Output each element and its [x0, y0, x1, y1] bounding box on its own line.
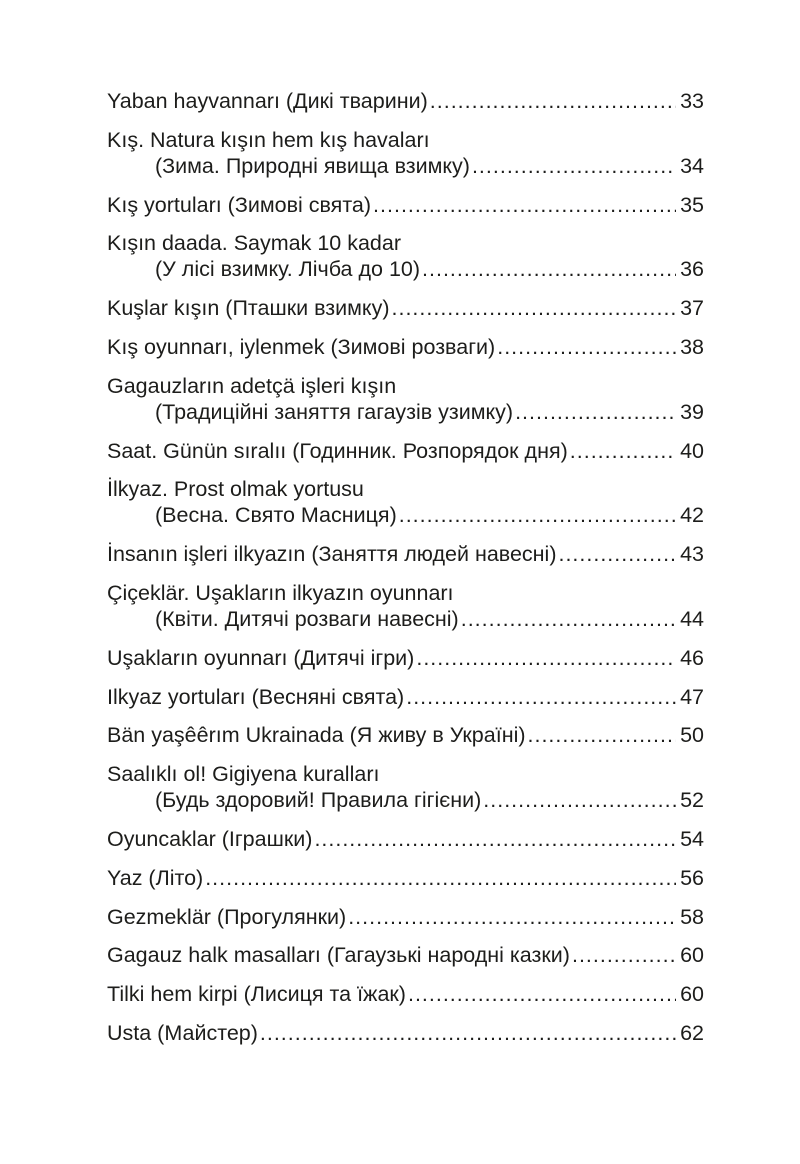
toc-entry: [107, 645, 704, 671]
toc-entry-page: 34: [680, 153, 704, 178]
toc-entry-line: [107, 787, 704, 813]
toc-entry: [107, 295, 704, 321]
toc-entry-page: 42: [680, 503, 704, 528]
toc-entry-page: 39: [680, 399, 704, 424]
toc-entry-page: 52: [680, 788, 704, 813]
dot-leader: [430, 88, 676, 114]
toc-entry-title: (Квіти. Дитячі розваги навесні): [155, 606, 459, 631]
toc-entry: [107, 981, 704, 1007]
toc-entry-line: [107, 399, 704, 425]
toc-entry-line: [107, 502, 704, 528]
toc-entry-title: Yaban hayvannarı (Дикі тварини): [107, 89, 428, 113]
dot-leader: [461, 606, 676, 632]
toc-entry-page: 40: [680, 438, 704, 463]
toc-entry-page: 50: [680, 723, 704, 748]
dot-leader: [392, 295, 677, 321]
dot-leader: [558, 541, 676, 567]
dot-leader: [570, 438, 676, 464]
dot-leader: [422, 256, 676, 282]
toc-entry-title: Yaz (Літо): [107, 865, 204, 890]
toc-entry-line: [107, 942, 704, 968]
dot-leader: [348, 904, 676, 930]
dot-leader: [399, 502, 676, 528]
toc-entry-title: Bän yaşêêrım Ukrainada (Я живу в Україні): [107, 723, 526, 748]
toc-entry-title: Kuşlar kışın (Пташки взимку): [107, 296, 390, 321]
dot-leader: [497, 334, 676, 360]
toc-entry: [107, 580, 704, 632]
toc-entry-title-line1: Kış. Natura kışın hem kış havaları: [107, 127, 430, 152]
toc-entry-line: [107, 684, 704, 710]
dot-leader: [205, 865, 676, 891]
toc-entry-line: [107, 192, 704, 218]
toc-entry-page: 56: [680, 865, 704, 890]
toc-entry: [107, 684, 704, 710]
toc-entry-line: [107, 295, 704, 321]
toc-entry-line: [107, 722, 704, 748]
toc-entry-title-line1: Kışın daada. Saymak 10 kadar: [107, 231, 402, 256]
toc-entry-title-line1: Saalıklı ol! Gigiyena kuralları: [107, 762, 380, 787]
toc-entry-title: (Зима. Природні явища взимку): [155, 153, 470, 178]
toc-entry-line: [107, 334, 704, 360]
toc-entry: [107, 334, 704, 360]
dot-leader: [314, 826, 676, 852]
dot-leader: [406, 684, 676, 710]
toc-entry-page: 47: [680, 684, 704, 709]
toc-entry-line: [107, 438, 704, 464]
toc-entry-line: [107, 645, 704, 671]
toc-entry-line: [107, 541, 704, 567]
toc-entry-line: [107, 826, 704, 852]
toc-entry-line: [107, 606, 704, 632]
toc-entry-title: İnsanın işleri ilkyazın (Заняття людей навесні): [107, 542, 557, 567]
toc-entry-title: (У лісі взимку. Лічба до 10): [155, 257, 421, 282]
toc-entry-line: [107, 1020, 704, 1046]
toc-entry-page: 37: [680, 296, 704, 321]
toc-entry-page: 35: [680, 192, 704, 217]
toc-entry-page: 36: [680, 257, 704, 282]
toc-entry-page: 54: [680, 826, 704, 851]
toc-entry-title-line1: Gagauzların adetçä işleri kışın: [107, 373, 397, 398]
dot-leader: [572, 942, 676, 968]
toc-entry-title: (Будь здоровий! Правила гігієни): [155, 788, 482, 813]
toc-entry-page: 60: [680, 982, 704, 1007]
toc-entry-title: Uşakların oyunnarı (Дитячі ігри): [107, 645, 415, 670]
toc-entry-line: [107, 153, 704, 179]
dot-leader: [528, 722, 677, 748]
toc-entry-line: [107, 88, 704, 114]
dot-leader: [416, 645, 676, 671]
toc-entry-title: Tilki hem kirpi (Лисиця та їжак): [107, 982, 406, 1007]
toc-entry-page: 60: [680, 943, 704, 968]
toc-entry: [107, 476, 704, 528]
toc-entry-line: [107, 981, 704, 1007]
toc-entry-page: 46: [680, 645, 704, 670]
toc-entry-title: Kış oyunnarı, iylenmek (Зимові розваги): [107, 334, 496, 359]
toc-entry-page: 38: [680, 334, 704, 359]
dot-leader: [408, 981, 676, 1007]
toc-entry-page: 62: [680, 1020, 704, 1045]
toc-entry-title-line1: Çiçeklär. Uşakların ilkyazın oyunnarı: [107, 580, 454, 605]
dot-leader: [483, 787, 676, 813]
dot-leader: [472, 153, 676, 179]
toc-entry-page: 58: [680, 904, 704, 929]
toc-entry-title: Ilkyaz yortuları (Весняні свята): [107, 684, 405, 709]
toc-entry: [107, 942, 704, 968]
toc-entry-title: (Весна. Свято Масниця): [155, 503, 397, 528]
toc-entry: [107, 192, 704, 218]
toc-entry-page: 33: [680, 89, 704, 113]
toc-entry: [107, 1020, 704, 1046]
dot-leader: [515, 399, 676, 425]
toc-entry-line: [107, 256, 704, 282]
toc-entry-title: Gezmeklär (Прогулянки): [107, 904, 347, 929]
dot-leader: [373, 192, 676, 218]
toc-entry: [107, 127, 704, 179]
toc-entry-title: Oyuncaklar (Іграшки): [107, 826, 313, 851]
toc-entry-title: Usta (Майстер): [107, 1020, 258, 1045]
toc-entry: [107, 904, 704, 930]
toc-entry: [107, 230, 704, 282]
toc-entry: [107, 438, 704, 464]
toc-entry: [107, 373, 704, 425]
toc-entry-title: Kış yortuları (Зимові свята): [107, 192, 372, 217]
table-of-contents: [107, 88, 704, 1059]
toc-entry-line: [107, 865, 704, 891]
toc-entry-page: 44: [680, 606, 704, 631]
toc-entry: [107, 722, 704, 748]
toc-entry: [107, 88, 704, 114]
dot-leader: [260, 1020, 676, 1046]
toc-entry: [107, 826, 704, 852]
toc-entry: [107, 865, 704, 891]
toc-entry-title: Saat. Günün sıralıı (Годинник. Розпорядок дня): [107, 438, 568, 463]
toc-entry-line: [107, 904, 704, 930]
toc-entry-title: (Традиційні заняття гагаузів узимку): [155, 399, 514, 424]
toc-entry-title: Gagauz halk masalları (Гагаузькі народні казки): [107, 943, 570, 968]
toc-entry: [107, 541, 704, 567]
toc-entry-title-line1: İlkyaz. Prost olmak yortusu: [107, 477, 364, 502]
toc-entry: [107, 761, 704, 813]
toc-entry-page: 43: [680, 542, 704, 567]
